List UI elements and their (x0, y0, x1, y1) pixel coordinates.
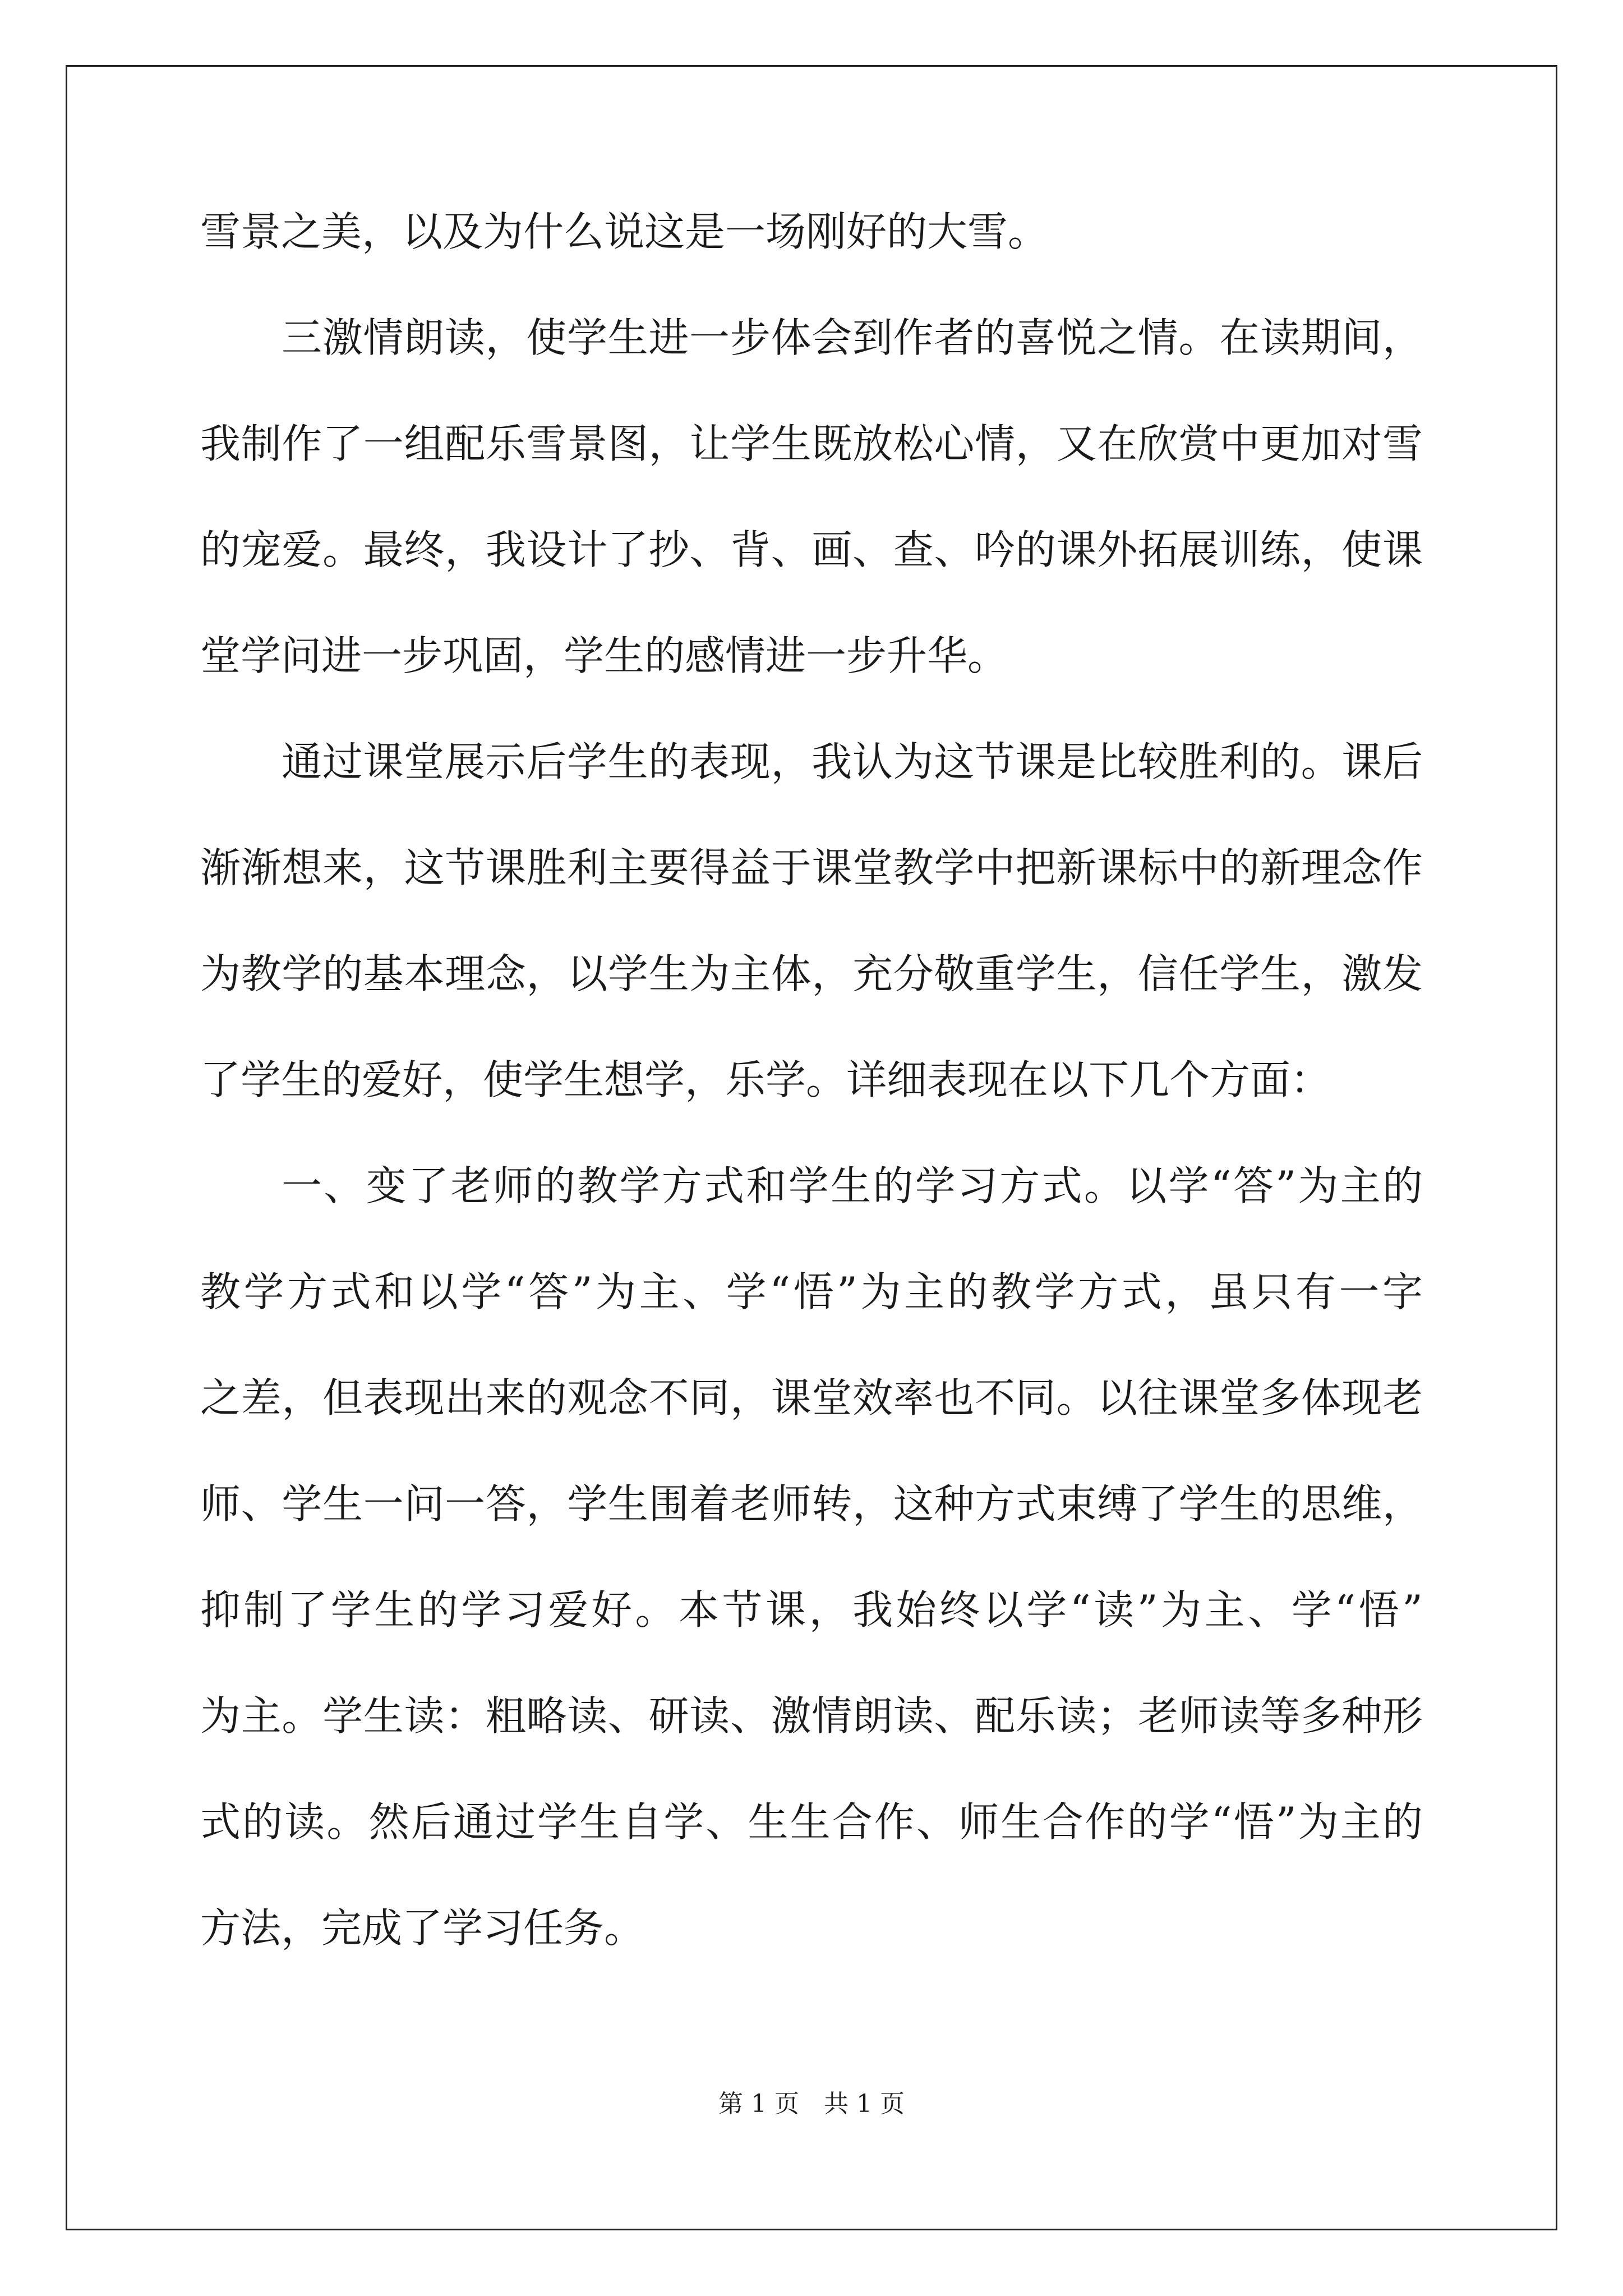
text-line: 式的读。然后通过学生自学、生生合作、师生合作的学“悟”为主的 (200, 1798, 1423, 1846)
text-line: 我制作了一组配乐雪景图，让学生既放松心情，又在欣赏中更加对雪 (200, 420, 1423, 467)
text-line: 堂学问进一步巩固，学生的感情进一步升华。 (200, 632, 1008, 679)
document-body (200, 206, 1423, 2009)
text-line: 为教学的基本理念，以学生为主体，充分敬重学生，信任学生，激发 (200, 950, 1423, 997)
text-line: 抑制了学生的学习爱好。本节课，我始终以学“读”为主、学“悟” (200, 1586, 1423, 1634)
page-number: 第 1 页 (718, 2090, 799, 2118)
text-line: 三激情朗读，使学生进一步体会到作者的喜悦之情。在读期间， (282, 314, 1423, 361)
text-line: 了学生的爱好，使学生想学，乐学。详细表现在以下几个方面： (200, 1056, 1331, 1103)
text-line: 雪景之美，以及为什么说这是一场刚好的大雪。 (200, 208, 1049, 255)
text-line: 通过课堂展示后学生的表现，我认为这节课是比较胜利的。课后 (282, 738, 1423, 785)
text-line: 方法，完成了学习任务。 (200, 1904, 645, 1952)
text-line: 之差，但表现出来的观念不同，课堂效率也不同。以往课堂多体现老 (200, 1374, 1423, 1421)
text-line: 师、学生一问一答，学生围着老师转，这种方式束缚了学生的思维， (200, 1480, 1423, 1527)
text-line: 为主。学生读：粗略读、研读、激情朗读、配乐读；老师读等多种形 (200, 1692, 1423, 1740)
text-line: 教学方式和以学“答”为主、学“悟”为主的教学方式，虽只有一字 (200, 1268, 1423, 1315)
page-total: 共 1 页 (824, 2090, 905, 2118)
text-line: 渐渐想来，这节课胜利主要得益于课堂教学中把新课标中的新理念作 (200, 844, 1423, 891)
page-footer (0, 2088, 1623, 2120)
text-line: 的宠爱。最终，我设计了抄、背、画、查、吟的课外拓展训练，使课 (200, 526, 1423, 573)
text-line: 一、变了老师的教学方式和学生的学习方式。以学“答”为主的 (282, 1162, 1423, 1209)
